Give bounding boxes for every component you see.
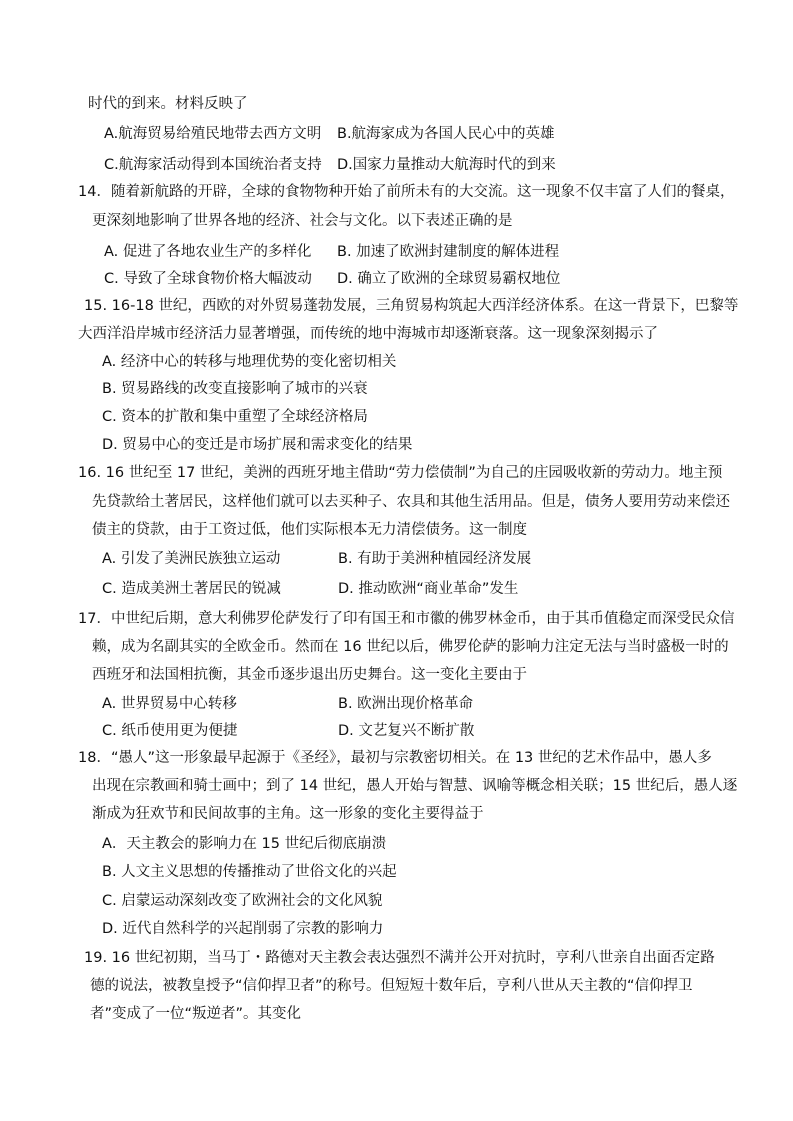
q16-option-a: A. 引发了美洲民族独立运动 (102, 551, 281, 567)
q16-option-b: B. 有助于美洲种植园经济发展 (338, 551, 532, 567)
q13-stem-continuation: 时代的到来。材料反映了 (88, 96, 248, 112)
q16-option-d: D. 推动欧洲“商业革命”发生 (338, 581, 519, 597)
q16-stem-line-1: 16. 16 世纪至 17 世纪，美洲的西班牙地主借助“劳力偿债制”为自己的庄园吸收新的劳动力。地主预 (78, 465, 723, 481)
q14-option-b: B. 加速了欧洲封建制度的解体进程 (337, 244, 560, 260)
q15-option-b: B. 贸易路线的改变直接影响了城市的兴衰 (102, 381, 368, 397)
q14-option-c: C. 导致了全球食物价格大幅波动 (104, 271, 312, 287)
q18-stem-line-3: 渐成为狂欢节和民间故事的主角。这一形象的变化主要得益于 (92, 806, 484, 822)
q17-option-a: A. 世界贸易中心转移 (102, 696, 237, 712)
q14-option-a: A. 促进了各地农业生产的多样化 (104, 244, 312, 260)
q18-stem-line-2: 出现在宗教画和骑士画中；到了 14 世纪，愚人开始与智慧、讽喻等概念相关联；15 世纪后，愚人逐 (92, 778, 738, 794)
q13-option-c: C.航海家活动得到本国统治者支持 (104, 157, 322, 173)
q17-stem-line-1: 17．中世纪后期，意大利佛罗伦萨发行了印有国王和市徽的佛罗林金币，由于其币值稳定而深受民众信 (78, 611, 735, 627)
q18-option-b: B. 人文主义思想的传播推动了世俗文化的兴起 (102, 864, 397, 880)
q17-option-c: C. 纸币使用更为便捷 (102, 723, 238, 739)
q18-stem-line-1: 18．“愚人”这一形象最早起源于《圣经》，最初与宗教密切相关。在 13 世纪的艺术作品中，愚人多 (78, 750, 712, 766)
q15-stem-line-1: 15. 16-18 世纪，西欧的对外贸易蓬勃发展，三角贸易构筑起大西洋经济体系。在这一背景下，巴黎等 (84, 298, 739, 314)
q15-option-d: D. 贸易中心的变迁是市场扩展和需求变化的结果 (102, 437, 413, 453)
q15-stem-line-2: 大西洋沿岸城市经济活力显著增强，而传统的地中海城市却逐渐衰落。这一现象深刻揭示了 (78, 326, 658, 342)
q13-option-a: A.航海贸易给殖民地带去西方文明 (104, 126, 322, 142)
q16-option-c: C. 造成美洲土著居民的锐减 (102, 581, 281, 597)
q16-stem-line-2: 先贷款给土著居民，这样他们就可以去买种子、农具和其他生活用品。但是，债务人要用劳动来偿还 (92, 494, 730, 510)
q17-stem-line-3: 西班牙和法国相抗衡，其金币逐步退出历史舞台。这一变化主要由于 (92, 667, 527, 683)
q17-option-d: D. 文艺复兴不断扩散 (338, 723, 475, 739)
q19-stem-line-1: 19. 16 世纪初期，当马丁・路德对天主教会表达强烈不满并公开对抗时，亨利八世亲自出面否定路 (84, 950, 715, 966)
q14-option-d: D. 确立了欧洲的全球贸易霸权地位 (337, 271, 561, 287)
q18-option-d: D. 近代自然科学的兴起削弱了宗教的影响力 (102, 921, 384, 937)
q19-stem-line-2: 德的说法，被教皇授予“信仰捍卫者”的称号。但短短十数年后，亨利八世从天主教的“信仰捍卫 (90, 978, 693, 994)
q17-stem-line-2: 赖，成为名副其实的全欧金币。然而在 16 世纪以后，佛罗伦萨的影响力注定无法与当时盛极一时的 (92, 639, 729, 655)
q14-stem-line-1: 14．随着新航路的开辟，全球的食物物种开始了前所未有的大交流。这一现象不仅丰富了人们的餐桌， (78, 184, 735, 200)
q15-option-a: A. 经济中心的转移与地理优势的变化密切相关 (102, 354, 397, 370)
q18-option-c: C. 启蒙运动深刻改变了欧洲社会的文化风貌 (102, 893, 383, 909)
q14-stem-line-2: 更深刻地影响了世界各地的经济、社会与文化。以下表述正确的是 (92, 213, 513, 229)
q18-option-a: A．天主教会的影响力在 15 世纪后彻底崩溃 (102, 836, 387, 852)
q15-option-c: C. 资本的扩散和集中重塑了全球经济格局 (102, 409, 368, 425)
q13-option-d: D.国家力量推动大航海时代的到来 (337, 157, 556, 173)
q13-option-b: B.航海家成为各国人民心中的英雄 (337, 126, 555, 142)
q16-stem-line-3: 债主的贷款，由于工资过低，他们实际根本无力清偿债务。这一制度 (92, 522, 527, 538)
q17-option-b: B. 欧洲出现价格革命 (338, 696, 474, 712)
q19-stem-line-3: 者”变成了一位“叛逆者”。其变化 (90, 1006, 302, 1022)
